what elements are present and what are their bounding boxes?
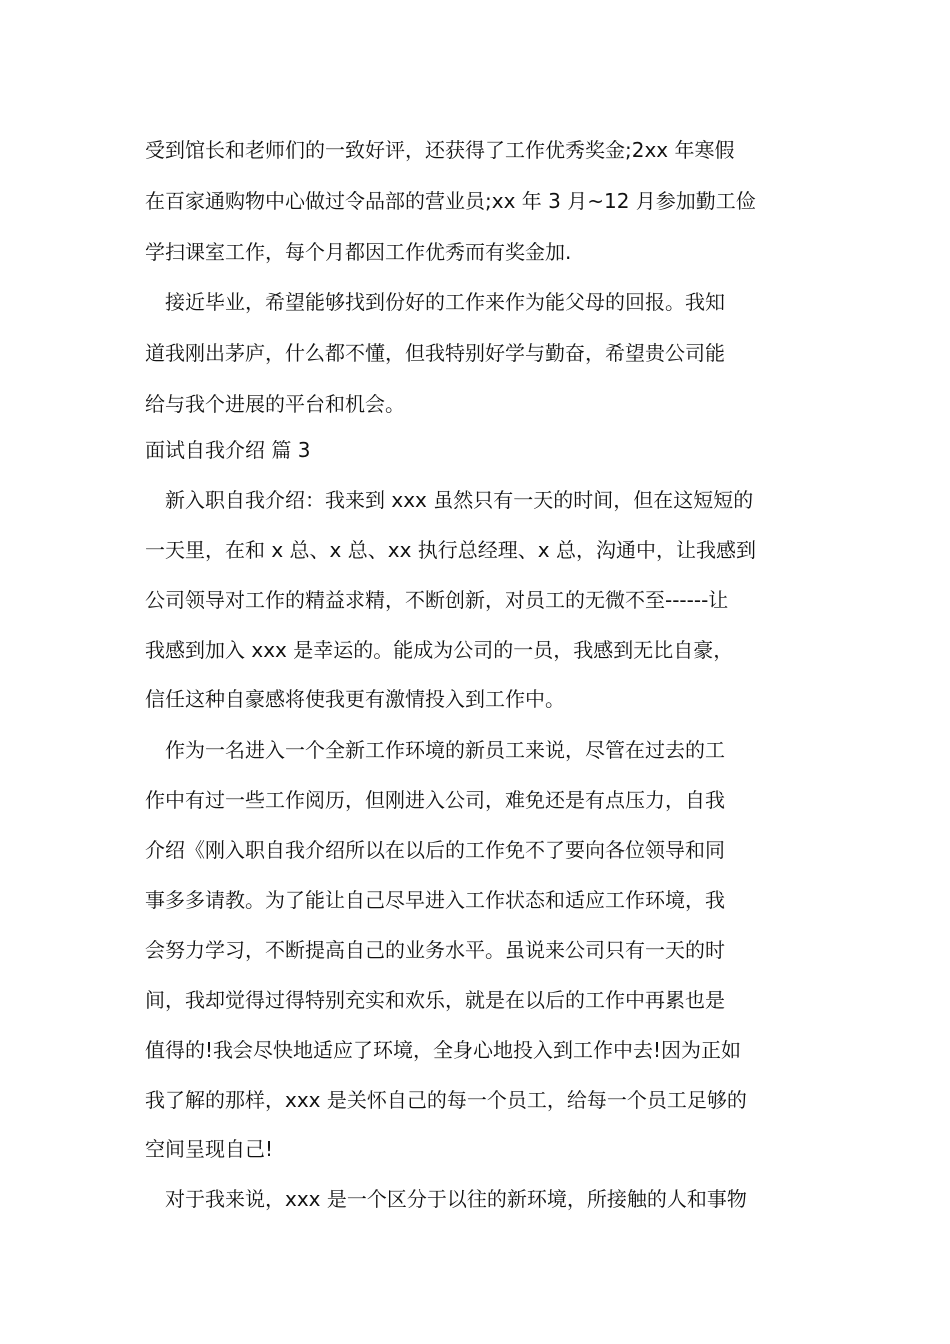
text-line: 作中有过一些工作阅历，但刚进入公司，难免还是有点压力，自我 — [145, 788, 725, 812]
text-line: 介绍《刚入职自我介绍所以在以后的工作免不了要向各位领导和同 — [145, 838, 725, 862]
paragraph-first-line: 接近毕业，希望能够找到份好的工作来作为能父母的回报。我知 — [165, 290, 725, 314]
text-line: 信任这种自豪感将使我更有激情投入到工作中。 — [145, 687, 565, 711]
text-line: 公司领导对工作的精益求精，不断创新，对员工的无微不至------让 — [145, 588, 729, 612]
paragraph-first-line: 作为一名进入一个全新工作环境的新员工来说，尽管在过去的工 — [165, 738, 725, 762]
section-heading: 面试自我介绍 篇 3 — [145, 438, 311, 462]
text-line: 事多多请教。为了能让自己尽早进入工作状态和适应工作环境，我 — [145, 888, 725, 912]
text-line: 值得的!我会尽快地适应了环境，全身心地投入到工作中去!因为正如 — [145, 1038, 742, 1062]
paragraph-first-line: 新入职自我介绍：我来到 xxx 虽然只有一天的时间，但在这短短的 — [165, 488, 754, 512]
text-line: 间，我却觉得过得特别充实和欢乐，就是在以后的工作中再累也是 — [145, 988, 725, 1012]
text-line: 空间呈现自己! — [145, 1137, 274, 1161]
text-line: 在百家通购物中心做过令品部的营业员;xx 年 3 月~12 月参加勤工俭 — [145, 189, 756, 213]
text-line: 给与我个进展的平台和机会。 — [145, 392, 405, 416]
text-line: 我感到加入 xxx 是幸运的。能成为公司的一员，我感到无比自豪， — [145, 638, 734, 662]
text-line: 受到馆长和老师们的一致好评，还获得了工作优秀奖金;2xx 年寒假 — [145, 138, 735, 162]
text-line: 一天里，在和 x 总、x 总、xx 执行总经理、x 总，沟通中，让我感到 — [145, 538, 756, 562]
text-line: 道我刚出茅庐，什么都不懂，但我特别好学与勤奋，希望贵公司能 — [145, 341, 725, 365]
text-line: 学扫课室工作，每个月都因工作优秀而有奖金加. — [145, 240, 572, 264]
text-line: 我了解的那样，xxx 是关怀自己的每一个员工，给每一个员工足够的 — [145, 1088, 747, 1112]
paragraph-first-line: 对于我来说，xxx 是一个区分于以往的新环境，所接触的人和事物 — [165, 1187, 747, 1211]
text-line: 会努力学习，不断提高自己的业务水平。虽说来公司只有一天的时 — [145, 938, 725, 962]
